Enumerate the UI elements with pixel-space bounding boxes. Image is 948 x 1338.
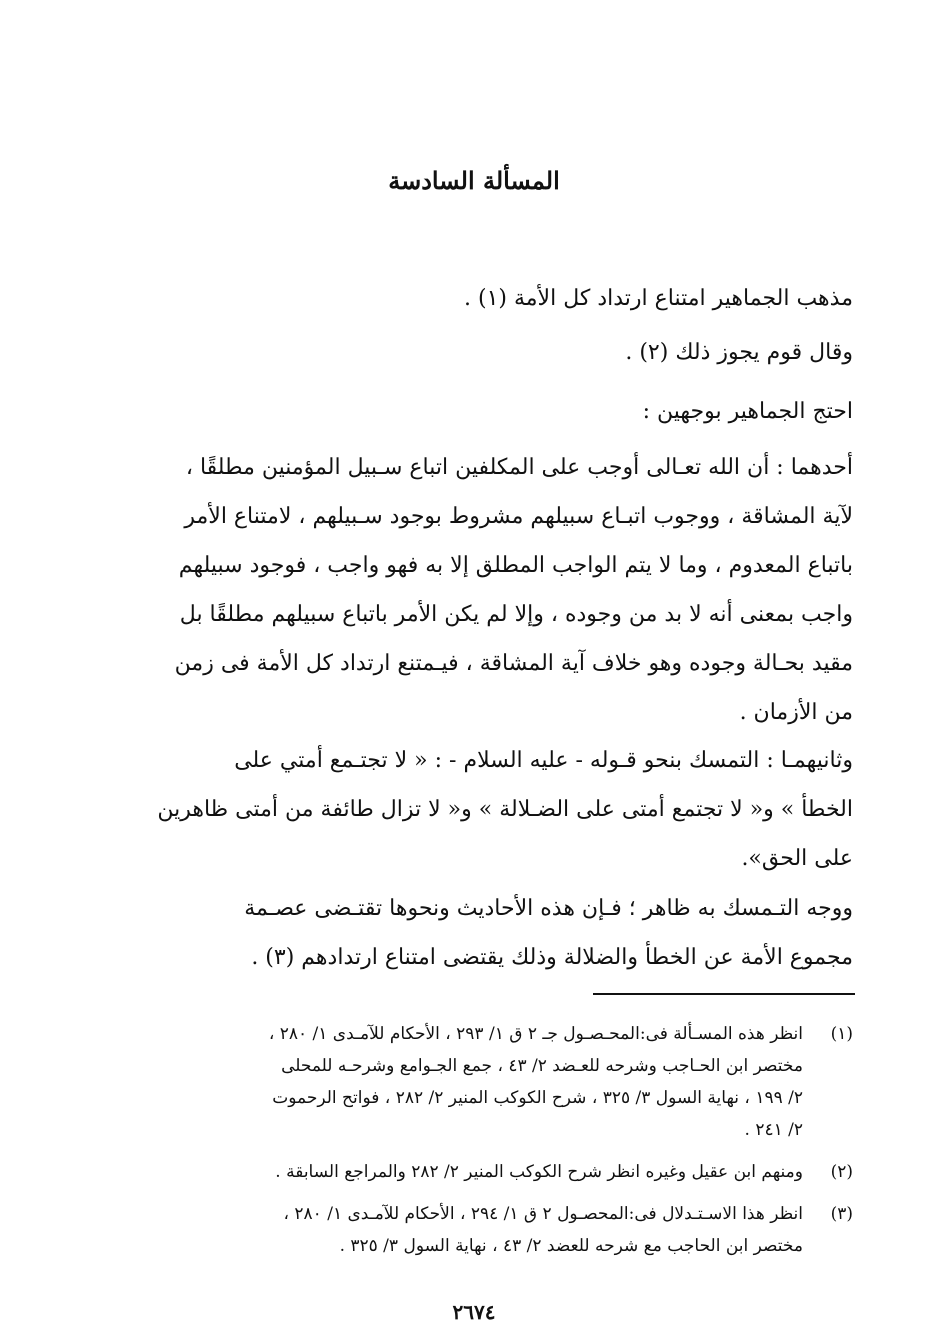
paragraph-5 bbox=[153, 736, 853, 883]
text-line: احتج الجماهير بوجهين : bbox=[642, 399, 853, 424]
paragraph-4 bbox=[153, 443, 853, 737]
text-line: الخطأ » و« لا تجتمع أمتى على الضـلالة » و« لا تزال طائفة من أمتى ظاهرين bbox=[157, 797, 853, 822]
footnote-line: ومنهم ابن عقيل وغيره انظر شرح الكوكب المنير ٢/ ٢٨٢ والمراجع السابقة . bbox=[275, 1162, 803, 1182]
footnote-line: مختصر ابن الحاجب مع شرحه للعضد ٢/ ٤٣ ، نهاية السول ٣/ ٣٢٥ . bbox=[339, 1236, 803, 1256]
footnote-2 bbox=[143, 1156, 853, 1188]
text-line: وقال قوم يجوز ذلك (٢) . bbox=[625, 340, 853, 365]
text-line: على الحق». bbox=[741, 846, 853, 871]
paragraph-2 bbox=[153, 328, 853, 377]
footnote-line: انظر هذا الاسـتـدلال فى:المحصـول ٢ ق ١/ ٢٩٤ ، الأحكام للآمـدى ١/ ٢٨٠ ، bbox=[283, 1204, 803, 1224]
text-line: ووجه التـمسك به ظاهر ؛ فـإن هذه الأحاديث ونحوها تقتـضى عصـمة bbox=[244, 896, 853, 921]
text-line: واجب بمعنى أنه لا بد من وجوده ، وإلا لم يكن الأمر باتباع سبيلهم مطلقًا بل bbox=[179, 602, 853, 627]
footnote-line: انظر هذه المسـألة فى:المحـصـول جـ ٢ ق ١/ ٢٩٣ ، الأحكام للآمـدى ١/ ٢٨٠ ، bbox=[268, 1024, 803, 1044]
page-title: المسألة السادسة bbox=[388, 166, 560, 195]
text-line: مجموع الأمة عن الخطأ والضلالة وذلك يقتضى امتناع ارتدادهم (٣) . bbox=[251, 945, 853, 970]
footnotes bbox=[143, 1018, 853, 1272]
text-line: مذهب الجماهير امتناع ارتداد كل الأمة (١) . bbox=[464, 286, 853, 311]
text-line: أحدهما : أن الله تعـالى أوجب على المكلفين اتباع سـبيل المؤمنين مطلقًا ، bbox=[185, 455, 853, 480]
footnote-line: ٢/ ٢٤١ . bbox=[744, 1120, 803, 1140]
text-line: لآية المشاقة ، ووجوب اتبـاع سبيلهم مشروط بوجود سـبيلهم ، لامتناع الأمر bbox=[184, 504, 853, 529]
text-line: مقيد بحـالة وجوده وهو خلاف آية المشاقة ، فيـمتنع ارتداد كل الأمة فى زمن bbox=[174, 651, 853, 676]
footnote-line: مختصر ابن الحـاجب وشرحه للعـضد ٢/ ٤٣ ، جمع الجـوامع وشرحـه للمحلى bbox=[281, 1056, 803, 1076]
footnote-number: (١) bbox=[830, 1024, 853, 1044]
text-line: وثانيهمـا : التمسك بنحو قـوله - عليه السلام - : « لا تجتـمع أمتي على bbox=[234, 748, 853, 773]
footnote-separator bbox=[593, 993, 855, 995]
footnote-number: (٣) bbox=[830, 1204, 853, 1224]
paragraph-6 bbox=[153, 884, 853, 982]
footnote-3 bbox=[143, 1198, 853, 1262]
paragraph-1 bbox=[153, 274, 853, 323]
text-line: باتباع المعدوم ، وما لا يتم الواجب المطلق إلا به فهو واجب ، فوجود سبيلهم bbox=[178, 553, 853, 578]
footnote-number: (٢) bbox=[830, 1162, 853, 1182]
footnote-line: ٢/ ١٩٩ ، نهاية السول ٣/ ٣٢٥ ، شرح الكوكب المنير ٢/ ٢٨٢ ، فواتح الرحموت bbox=[272, 1088, 803, 1108]
text-line: من الأزمان . bbox=[739, 700, 853, 725]
paragraph-3 bbox=[153, 387, 853, 436]
footnote-1 bbox=[143, 1018, 853, 1146]
page-number: ٢٦٧٤ bbox=[452, 1300, 496, 1324]
